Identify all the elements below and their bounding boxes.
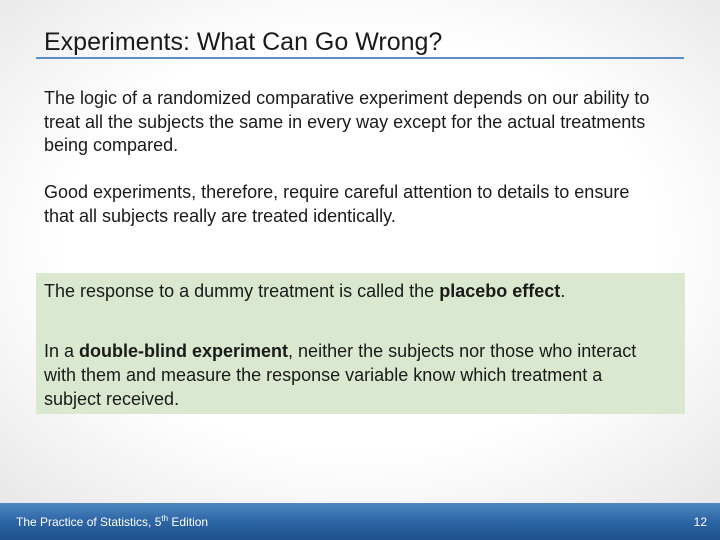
placebo-definition — [44, 279, 674, 303]
definitions-callout — [36, 273, 685, 414]
placebo-suffix: . — [560, 281, 566, 301]
slide-title: Experiments: What Can Go Wrong? — [44, 28, 443, 56]
footer-bar — [0, 503, 720, 540]
title-underline — [36, 57, 684, 59]
double-blind-prefix: In a — [44, 341, 80, 361]
edition-superscript: th — [161, 514, 169, 523]
paragraph-good-experiments: Good experiments, therefore, require careful attention to details to ensure that all subjects really are treated identically. — [44, 182, 630, 226]
double-blind-suffix: , neither the subjects nor those who interact with them and measure the response variable know which treatment a subject received. — [44, 341, 637, 409]
double-blind-definition — [44, 339, 644, 411]
placebo-term: placebo effect — [439, 281, 561, 301]
placebo-prefix: The response to a dummy treatment is called the — [44, 281, 440, 301]
book-title-prefix: The Practice of Statistics, 5 — [16, 515, 162, 529]
double-blind-term: double-blind experiment — [79, 341, 289, 361]
paragraph-randomized-logic: The logic of a randomized comparative experiment depends on our ability to treat all the subjects the same in every way except for the actual treatments being compared. — [44, 88, 650, 155]
edition-suffix: Edition — [168, 515, 209, 529]
page-number: 12 — [693, 515, 707, 529]
footer-book-title — [16, 515, 208, 529]
